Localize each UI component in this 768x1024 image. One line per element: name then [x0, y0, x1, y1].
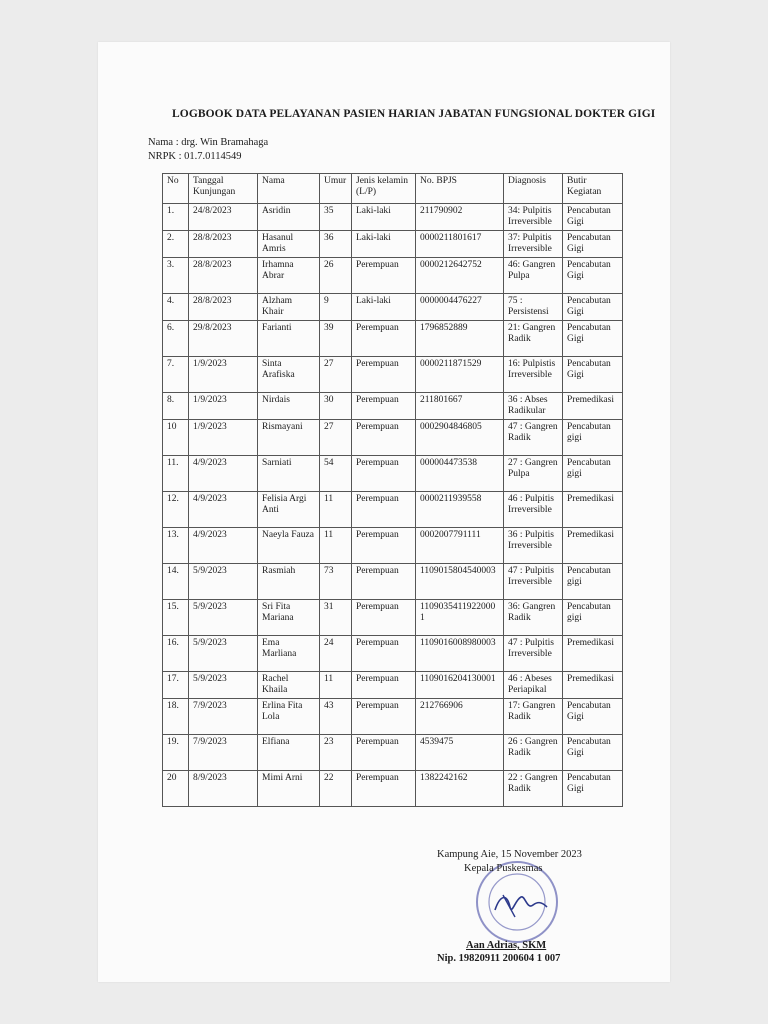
- table-cell: Premedikasi: [563, 492, 623, 528]
- table-cell: 47 : Gangren Radik: [504, 420, 563, 456]
- table-row: [163, 231, 623, 258]
- table-cell: 2.: [163, 231, 189, 258]
- table-cell: 14.: [163, 564, 189, 600]
- table-cell: 36 : Abses Radikular: [504, 393, 563, 420]
- table-cell: 24: [320, 636, 352, 672]
- table-cell: Pencabutan gigi: [563, 456, 623, 492]
- table-cell: 000004473538: [416, 456, 504, 492]
- table-cell: 46: Gangren Pulpa: [504, 258, 563, 294]
- table-row: [163, 564, 623, 600]
- table-cell: 28/8/2023: [189, 294, 258, 321]
- table-cell: Perempuan: [352, 456, 416, 492]
- table-cell: Perempuan: [352, 699, 416, 735]
- table-row: [163, 600, 623, 636]
- table-cell: 13.: [163, 528, 189, 564]
- table-cell: 1/9/2023: [189, 357, 258, 393]
- table-cell: 4/9/2023: [189, 492, 258, 528]
- table-cell: 28/8/2023: [189, 231, 258, 258]
- table-cell: Pencabutan Gigi: [563, 735, 623, 771]
- table-row: [163, 258, 623, 294]
- table-cell: Laki-laki: [352, 204, 416, 231]
- table-cell: 212766906: [416, 699, 504, 735]
- table-cell: 0000004476227: [416, 294, 504, 321]
- table-cell: 5/9/2023: [189, 636, 258, 672]
- table-cell: Laki-laki: [352, 231, 416, 258]
- logbook-table: [162, 173, 623, 807]
- table-row: [163, 456, 623, 492]
- table-cell: Elfiana: [258, 735, 320, 771]
- table-cell: 34: Pulpitis Irreversible: [504, 204, 563, 231]
- table-cell: 36: [320, 231, 352, 258]
- table-cell: Hasanul Amris: [258, 231, 320, 258]
- signature-name: Aan Adrias, SKM: [466, 940, 547, 951]
- document-title: LOGBOOK DATA PELAYANAN PASIEN HARIAN JABATAN FUNGSIONAL DOKTER GIGI: [172, 108, 656, 120]
- table-cell: 24/8/2023: [189, 204, 258, 231]
- table-cell: 0002904846805: [416, 420, 504, 456]
- table-cell: 4.: [163, 294, 189, 321]
- table-cell: Laki-laki: [352, 294, 416, 321]
- table-cell: 8.: [163, 393, 189, 420]
- table-row: [163, 294, 623, 321]
- table-cell: 28/8/2023: [189, 258, 258, 294]
- table-cell: Premedikasi: [563, 393, 623, 420]
- table-row: [163, 420, 623, 456]
- table-cell: 4/9/2023: [189, 528, 258, 564]
- table-row: [163, 735, 623, 771]
- table-cell: Naeyla Fauza: [258, 528, 320, 564]
- table-row: [163, 672, 623, 699]
- table-cell: 47 : Pulpitis Irreversible: [504, 636, 563, 672]
- table-row: [163, 636, 623, 672]
- column-header: Umur: [320, 174, 352, 204]
- table-cell: 75 : Persistensi: [504, 294, 563, 321]
- table-cell: 20: [163, 771, 189, 807]
- table-cell: Ema Marliana: [258, 636, 320, 672]
- doctor-nrpk: NRPK : 01.7.0114549: [148, 151, 242, 162]
- table-cell: 46 : Abeses Periapikal: [504, 672, 563, 699]
- table-cell: 6.: [163, 321, 189, 357]
- table-cell: Perempuan: [352, 420, 416, 456]
- table-cell: 10: [163, 420, 189, 456]
- table-cell: 3.: [163, 258, 189, 294]
- table-cell: Premedikasi: [563, 636, 623, 672]
- table-cell: 11090354119220001: [416, 600, 504, 636]
- table-cell: Sinta Arafiska: [258, 357, 320, 393]
- table-cell: 36 : Pulpitis Irreversible: [504, 528, 563, 564]
- signature-role: Kepala Puskesmas: [464, 863, 543, 874]
- table-cell: Alzham Khair: [258, 294, 320, 321]
- table-cell: 16: Pulpistis Irreversible: [504, 357, 563, 393]
- table-cell: 1.: [163, 204, 189, 231]
- table-cell: 7/9/2023: [189, 699, 258, 735]
- table-cell: 22 : Gangren Radik: [504, 771, 563, 807]
- table-cell: Premedikasi: [563, 672, 623, 699]
- table-cell: Perempuan: [352, 672, 416, 699]
- table-cell: Pencabutan gigi: [563, 600, 623, 636]
- table-cell: 11: [320, 672, 352, 699]
- table-cell: 35: [320, 204, 352, 231]
- table-cell: Pencabutan Gigi: [563, 204, 623, 231]
- table-row: [163, 699, 623, 735]
- table-cell: 5/9/2023: [189, 600, 258, 636]
- table-cell: Pencabutan Gigi: [563, 699, 623, 735]
- table-cell: 12.: [163, 492, 189, 528]
- table-cell: Perempuan: [352, 357, 416, 393]
- table-cell: 5/9/2023: [189, 672, 258, 699]
- table-cell: 73: [320, 564, 352, 600]
- table-cell: Perempuan: [352, 393, 416, 420]
- table-cell: 15.: [163, 600, 189, 636]
- table-cell: 0000211871529: [416, 357, 504, 393]
- table-cell: Irhamna Abrar: [258, 258, 320, 294]
- table-cell: 30: [320, 393, 352, 420]
- column-header: Diagnosis: [504, 174, 563, 204]
- table-cell: 23: [320, 735, 352, 771]
- table-cell: 29/8/2023: [189, 321, 258, 357]
- table-row: [163, 357, 623, 393]
- table-cell: Sri Fita Mariana: [258, 600, 320, 636]
- column-header: Jenis kelamin (L/P): [352, 174, 416, 204]
- table-cell: 16.: [163, 636, 189, 672]
- table-cell: 26 : Gangren Radik: [504, 735, 563, 771]
- table-cell: 1382242162: [416, 771, 504, 807]
- table-row: [163, 492, 623, 528]
- table-cell: 211801667: [416, 393, 504, 420]
- table-row: [163, 204, 623, 231]
- table-cell: 0000211939558: [416, 492, 504, 528]
- table-cell: 11.: [163, 456, 189, 492]
- table-cell: Mimi Arni: [258, 771, 320, 807]
- table-cell: 31: [320, 600, 352, 636]
- table-cell: 0000212642752: [416, 258, 504, 294]
- table-cell: Perempuan: [352, 735, 416, 771]
- table-cell: 26: [320, 258, 352, 294]
- table-cell: 43: [320, 699, 352, 735]
- table-cell: 27: [320, 357, 352, 393]
- table-cell: Perempuan: [352, 636, 416, 672]
- table-cell: Perempuan: [352, 321, 416, 357]
- table-cell: 17: Gangren Radik: [504, 699, 563, 735]
- table-cell: Pencabutan Gigi: [563, 357, 623, 393]
- signature-place-date: Kampung Aie, 15 November 2023: [437, 849, 582, 860]
- table-cell: Pencabutan Gigi: [563, 231, 623, 258]
- table-cell: Perempuan: [352, 258, 416, 294]
- table-cell: Perempuan: [352, 564, 416, 600]
- table-cell: Pencabutan Gigi: [563, 771, 623, 807]
- table-cell: 27: [320, 420, 352, 456]
- doctor-name: Nama : drg. Win Bramahaga: [148, 137, 269, 148]
- table-cell: Asridin: [258, 204, 320, 231]
- table-cell: 17.: [163, 672, 189, 699]
- table-cell: Pencabutan Gigi: [563, 294, 623, 321]
- table-cell: 11: [320, 528, 352, 564]
- table-cell: 22: [320, 771, 352, 807]
- table-cell: 46 : Pulpitis Irreversible: [504, 492, 563, 528]
- table-cell: 11: [320, 492, 352, 528]
- table-cell: 1109016008980003: [416, 636, 504, 672]
- table-cell: 4539475: [416, 735, 504, 771]
- table-cell: 9: [320, 294, 352, 321]
- table-cell: 27 : Gangren Pulpa: [504, 456, 563, 492]
- table-cell: 21: Gangren Radik: [504, 321, 563, 357]
- table-row: [163, 528, 623, 564]
- table-cell: Nirdais: [258, 393, 320, 420]
- table-cell: Perempuan: [352, 771, 416, 807]
- table-cell: 18.: [163, 699, 189, 735]
- table-cell: Premedikasi: [563, 528, 623, 564]
- table-row: [163, 771, 623, 807]
- signature-nip: Nip. 19820911 200604 1 007: [437, 953, 561, 964]
- table-cell: Pencabutan gigi: [563, 420, 623, 456]
- table-cell: 0000211801617: [416, 231, 504, 258]
- table-cell: 0002007791111: [416, 528, 504, 564]
- table-cell: 19.: [163, 735, 189, 771]
- column-header: No: [163, 174, 189, 204]
- table-cell: 1/9/2023: [189, 393, 258, 420]
- column-header: Nama: [258, 174, 320, 204]
- column-header: No. BPJS: [416, 174, 504, 204]
- table-cell: Pencabutan Gigi: [563, 321, 623, 357]
- table-row: [163, 321, 623, 357]
- table-cell: 5/9/2023: [189, 564, 258, 600]
- table-cell: 47 : Pulpitis Irreversible: [504, 564, 563, 600]
- table-cell: Rismayani: [258, 420, 320, 456]
- table-cell: 39: [320, 321, 352, 357]
- table-cell: Sarniati: [258, 456, 320, 492]
- table-cell: 1796852889: [416, 321, 504, 357]
- table-cell: 1109016204130001: [416, 672, 504, 699]
- table-cell: Perempuan: [352, 600, 416, 636]
- table-cell: Rachel Khaila: [258, 672, 320, 699]
- table-header-row: [163, 174, 623, 204]
- table-cell: 37: Pulpitis Irreversible: [504, 231, 563, 258]
- column-header: Tanggal Kunjungan: [189, 174, 258, 204]
- table-cell: Farianti: [258, 321, 320, 357]
- table-cell: Pencabutan gigi: [563, 564, 623, 600]
- table-cell: 1/9/2023: [189, 420, 258, 456]
- table-cell: Rasmiah: [258, 564, 320, 600]
- table-cell: 1109015804540003: [416, 564, 504, 600]
- table-cell: 36: Gangren Radik: [504, 600, 563, 636]
- table-cell: Erlina Fita Lola: [258, 699, 320, 735]
- table-cell: Perempuan: [352, 492, 416, 528]
- table-cell: 54: [320, 456, 352, 492]
- table-cell: Pencabutan Gigi: [563, 258, 623, 294]
- table-cell: 7.: [163, 357, 189, 393]
- table-cell: 8/9/2023: [189, 771, 258, 807]
- column-header: Butir Kegiatan: [563, 174, 623, 204]
- table-cell: 211790902: [416, 204, 504, 231]
- table-cell: 4/9/2023: [189, 456, 258, 492]
- table-cell: Felisia Argi Anti: [258, 492, 320, 528]
- table-cell: 7/9/2023: [189, 735, 258, 771]
- table-cell: Perempuan: [352, 528, 416, 564]
- table-row: [163, 393, 623, 420]
